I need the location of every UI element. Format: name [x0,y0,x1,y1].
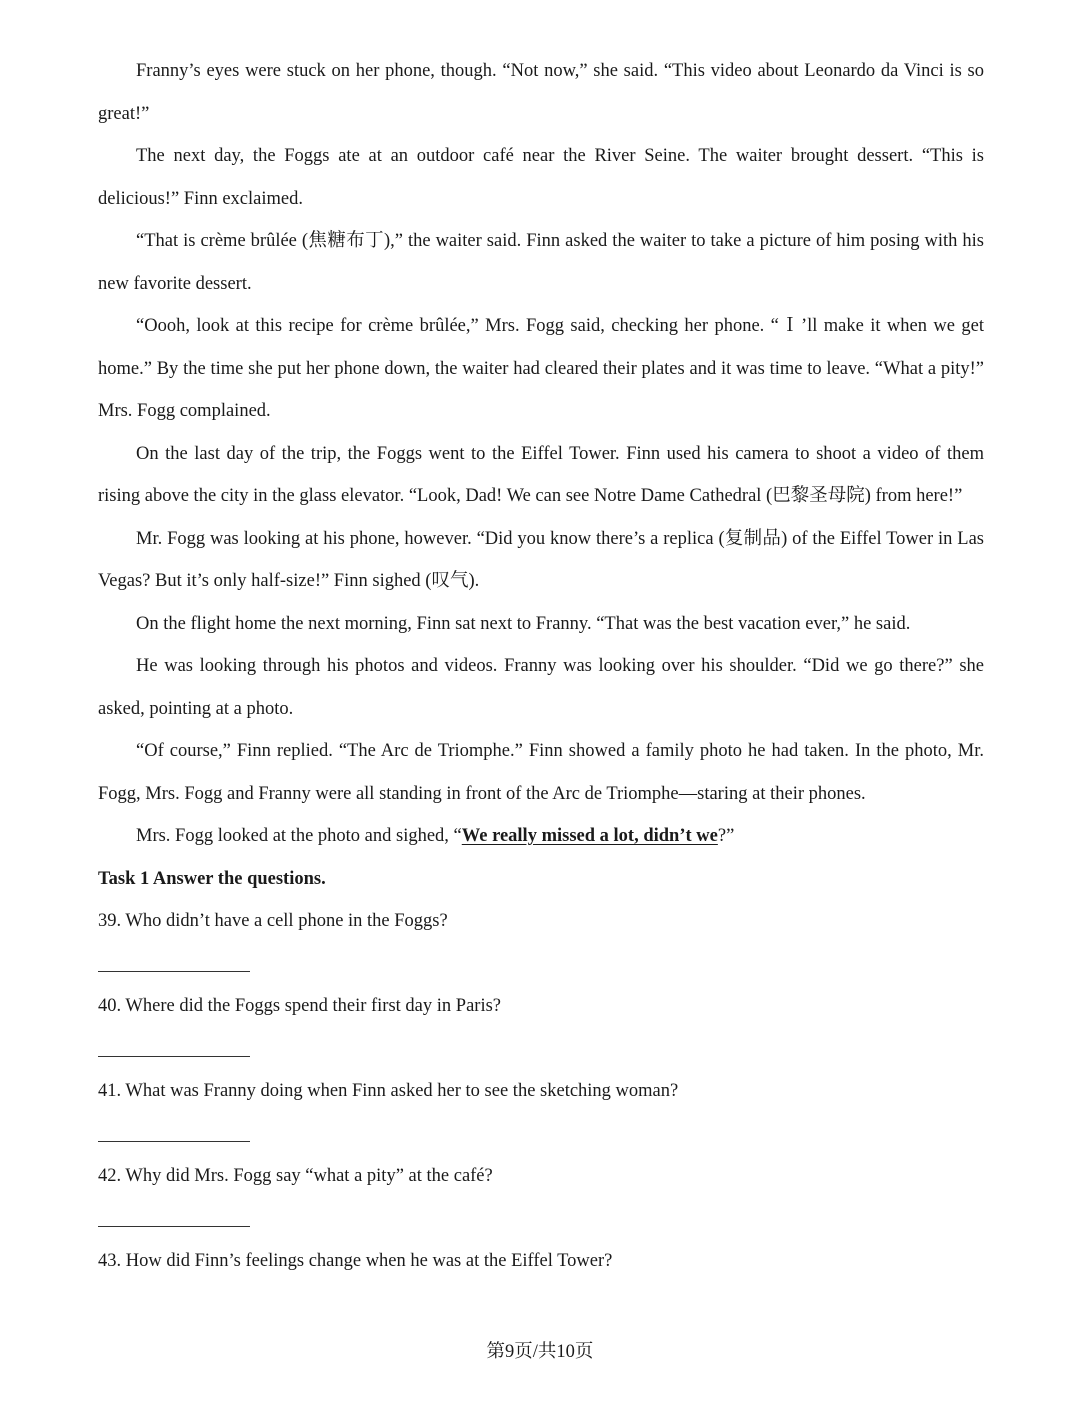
answer-line-41[interactable] [98,1113,250,1156]
final-paragraph-start: Mrs. Fogg looked at the photo and sighed, “ [136,826,462,846]
story-paragraph: “That is crème brûlée (焦糖布丁),” the waiter said. Finn asked the waiter to take a picture of him posing with his new favorite dessert. [98,231,984,294]
story-paragraph: On the flight home the next morning, Finn sat next to Franny. “That was the best vacation ever,” he said. [136,613,911,634]
document-page [98,50,984,1283]
question-42: 42. Why did Mrs. Fogg say “what a pity” at the café? [98,1166,493,1186]
story-paragraph: The next day, the Foggs ate at an outdoor café near the River Seine. The waiter brought dessert. “This is delicious!” Finn exclaimed. [98,146,984,209]
story-final-paragraph [98,815,984,858]
page-number-footer: 第9页/共10页 [486,1342,594,1362]
answer-line-40[interactable] [98,1028,250,1071]
story-paragraph: “Of course,” Finn replied. “The Arc de Triomphe.” Finn showed a family photo he had taken. In the photo, Mr. Fogg, Mrs. Fogg and Franny were all standing in front of the Arc de Triomphe—staring at their phones. [98,741,984,804]
answer-line-39[interactable] [98,943,250,986]
story-paragraph: Franny’s eyes were stuck on her phone, though. “Not now,” she said. “This video about Leonardo da Vinci is so great!” [98,61,984,124]
story-paragraph: On the last day of the trip, the Foggs went to the Eiffel Tower. Finn used his camera to shoot a video of them rising above the city in the glass elevator. “Look, Dad! We can see Notre Dame Cathedral (巴黎圣母院) from here!” [98,443,984,506]
story-paragraph: “Oooh, look at this recipe for crème brûlée,” Mrs. Fogg said, checking her phone. “Ｉ’ll make it when we get home.” By the time she put her phone down, the waiter had cleared their plates and it was time to leave. “What a pity!” Mrs. Fogg complained. [98,316,984,421]
emphasized-quote: We really missed a lot, didn’t we [461,826,718,846]
question-43: 43. How did Finn’s feelings change when he was at the Eiffel Tower? [98,1251,613,1271]
answer-line-42[interactable] [98,1198,250,1241]
question-39: 39. Who didn’t have a cell phone in the Foggs? [98,911,448,931]
final-paragraph-end: ?” [717,826,735,846]
story-paragraph: Mr. Fogg was looking at his phone, however. “Did you know there’s a replica (复制品) of the Eiffel Tower in Las Vegas? But it’s only half-size!” Finn sighed (叹气). [98,528,984,591]
question-40: 40. Where did the Foggs spend their first day in Paris? [98,996,501,1016]
story-paragraph: He was looking through his photos and videos. Franny was looking over his shoulder. “Did we go there?” she asked, pointing at a photo. [98,656,984,719]
task-heading: Task 1 Answer the questions. [98,868,326,889]
question-41: 41. What was Franny doing when Finn asked her to see the sketching woman? [98,1081,679,1101]
